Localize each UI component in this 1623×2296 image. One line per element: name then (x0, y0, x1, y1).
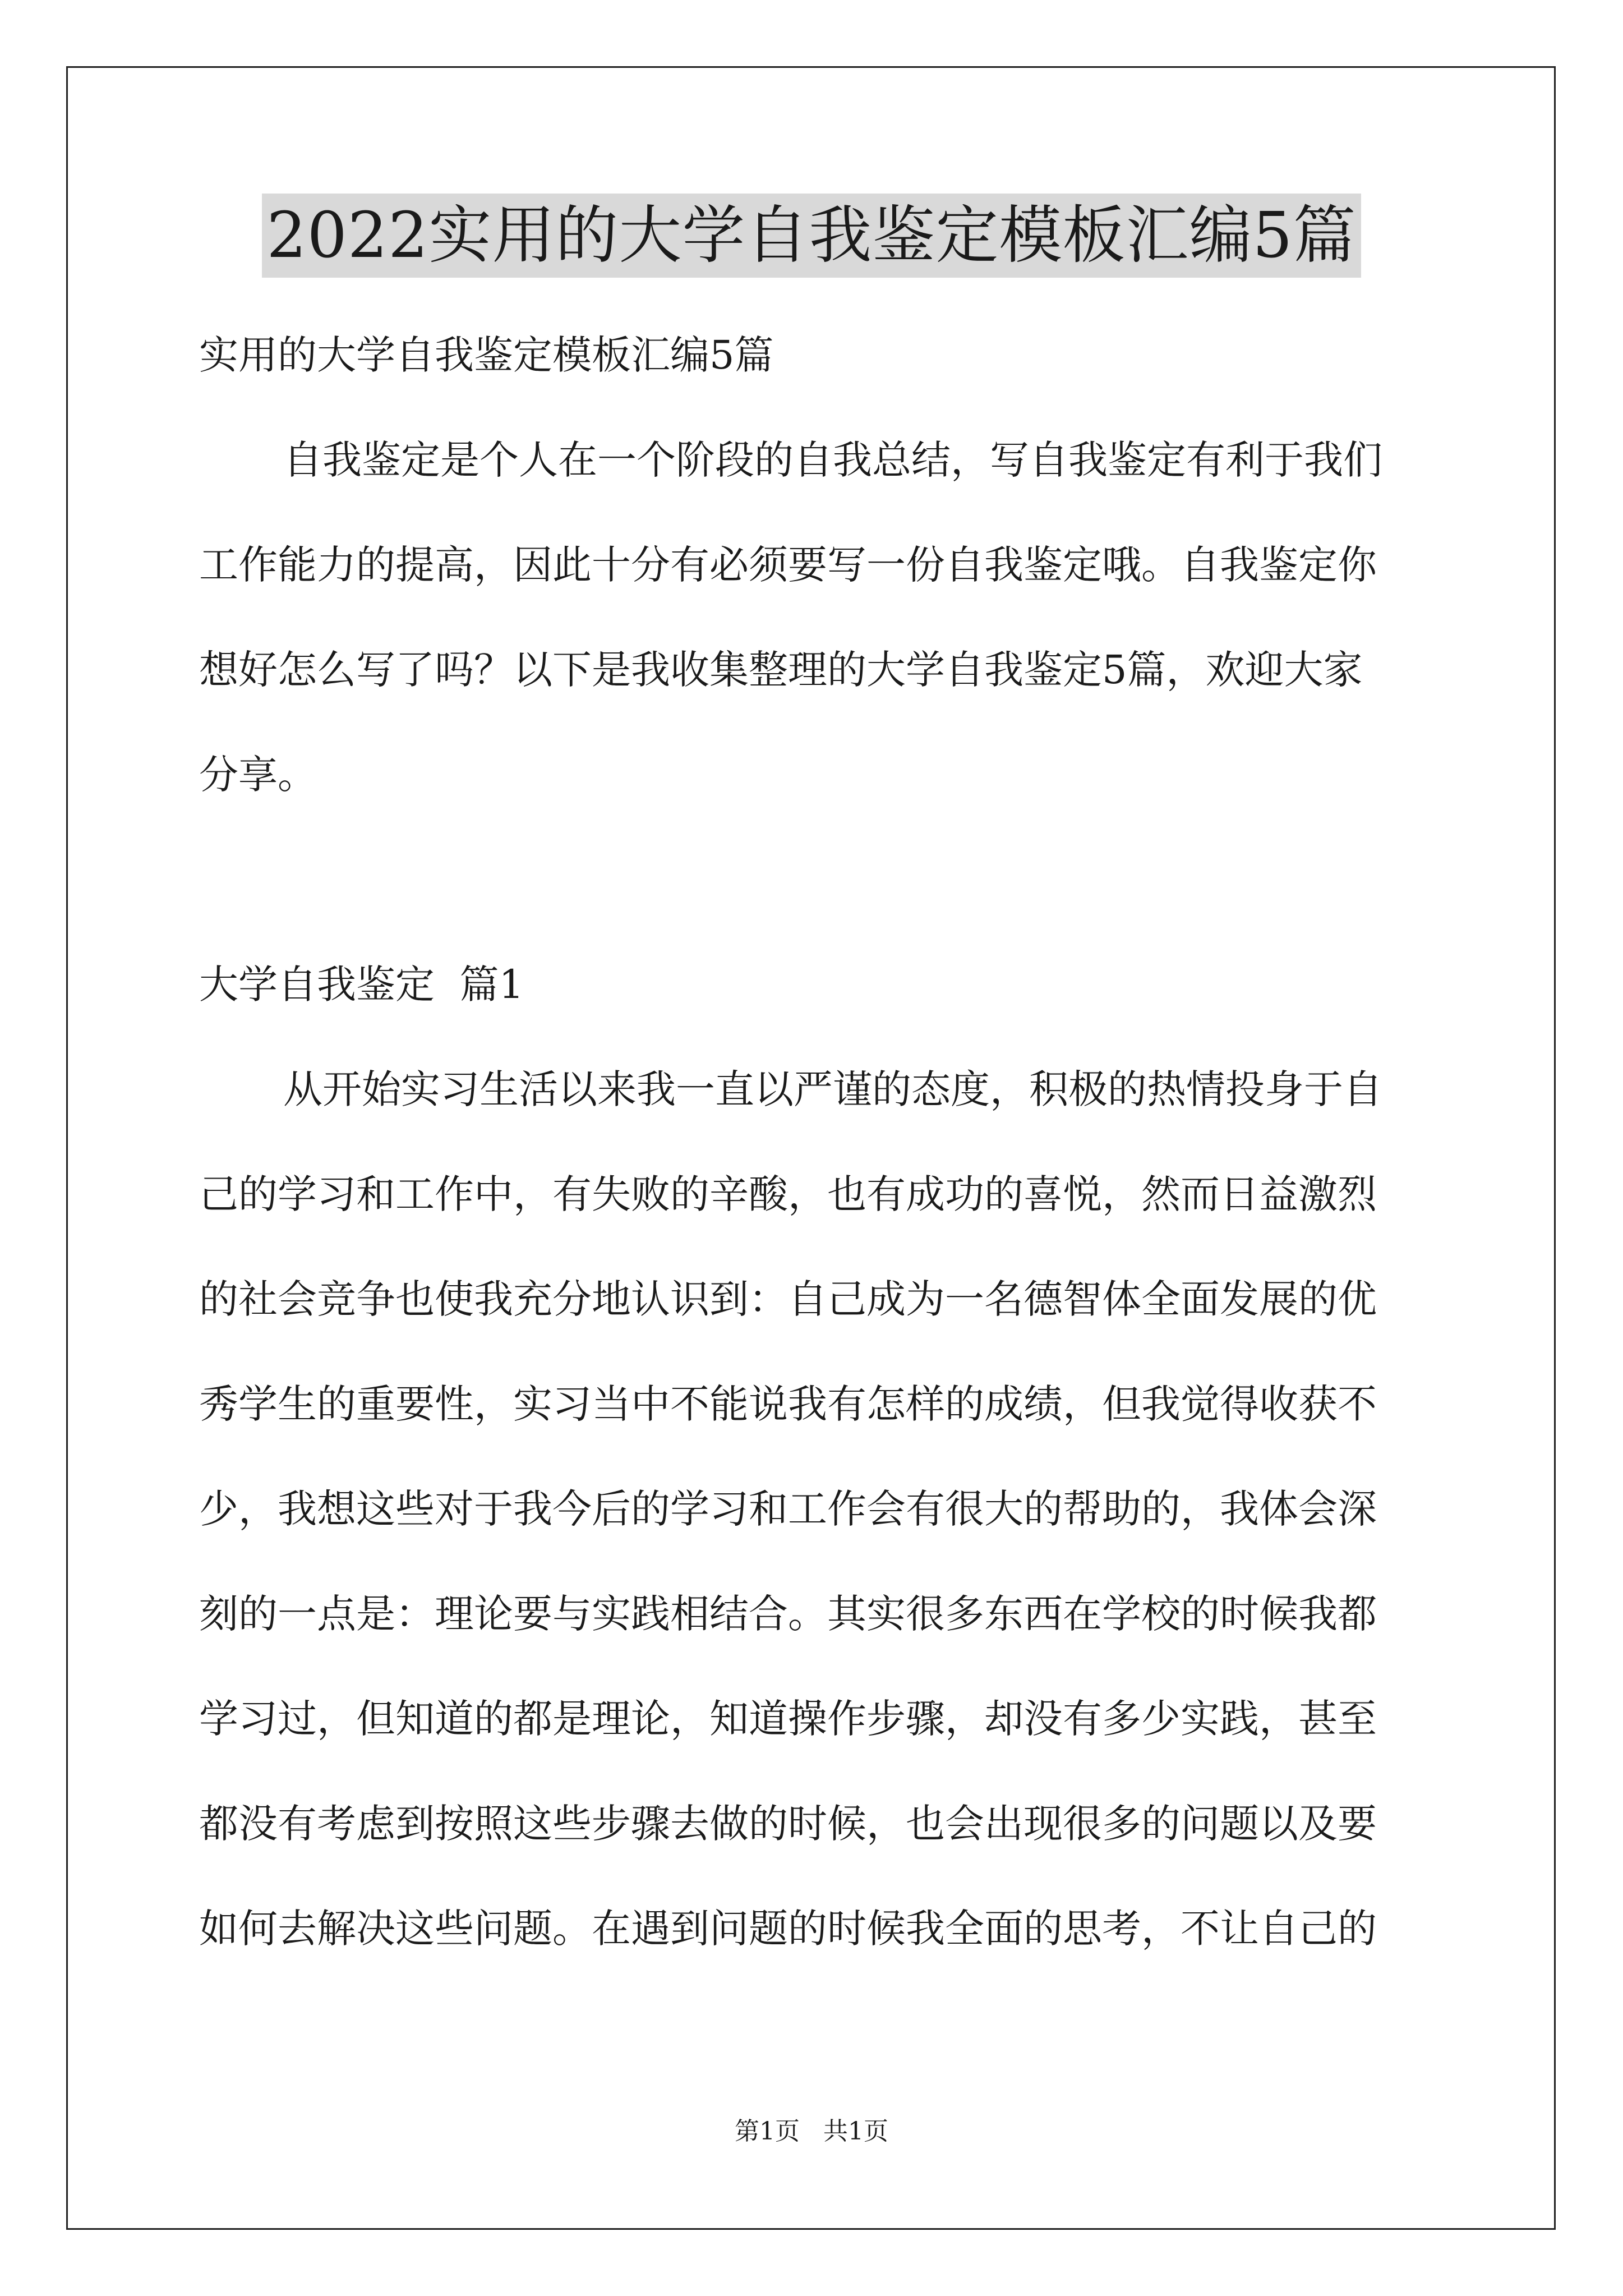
intro-line-2: 工作能力的提高，因此十分有必须要写一份自我鉴定哦。自我鉴定你 (199, 542, 1377, 588)
body-line-2: 己的学习和工作中，有失败的辛酸，也有成功的喜悦，然而日益激烈 (199, 1171, 1377, 1217)
body-line-4: 秀学生的重要性，实习当中不能说我有怎样的成绩，但我觉得收获不 (199, 1381, 1377, 1427)
document-body (199, 303, 1427, 1981)
title-container (0, 194, 1623, 278)
body-line-6: 刻的一点是：理论要与实践相结合。其实很多东西在学校的时候我都 (199, 1591, 1377, 1637)
body-line-3: 的社会竞争也使我充分地认识到：自己成为一名德智体全面发展的优 (199, 1276, 1377, 1322)
body-line-8: 都没有考虑到按照这些步骤去做的时候，也会出现很多的问题以及要 (199, 1801, 1377, 1847)
page-footer (0, 2115, 1623, 2148)
body-line-1: 从开始实习生活以来我一直以严谨的态度，积极的热情投身于自 (283, 1066, 1382, 1112)
body-line-5: 少，我想这些对于我今后的学习和工作会有很大的帮助的，我体会深 (199, 1486, 1377, 1532)
page-number: 第1页 共1页 (735, 2117, 888, 2146)
intro-line-4: 分享。 (199, 752, 317, 798)
body-line-9: 如何去解决这些问题。在遇到问题的时候我全面的思考，不让自己的 (199, 1906, 1377, 1952)
intro-line-3: 想好怎么写了吗？以下是我收集整理的大学自我鉴定5篇，欢迎大家 (199, 647, 1363, 693)
document-title: 2022实用的大学自我鉴定模板汇编5篇 (262, 194, 1361, 278)
document-subtitle: 实用的大学自我鉴定模板汇编5篇 (199, 332, 774, 378)
body-line-7: 学习过，但知道的都是理论，知道操作步骤，却没有多少实践，甚至 (199, 1696, 1377, 1742)
section-heading: 大学自我鉴定 篇1 (199, 961, 524, 1007)
intro-line-1: 自我鉴定是个人在一个阶段的自我总结，写自我鉴定有利于我们 (283, 437, 1382, 483)
paragraph-gap (199, 827, 1427, 932)
